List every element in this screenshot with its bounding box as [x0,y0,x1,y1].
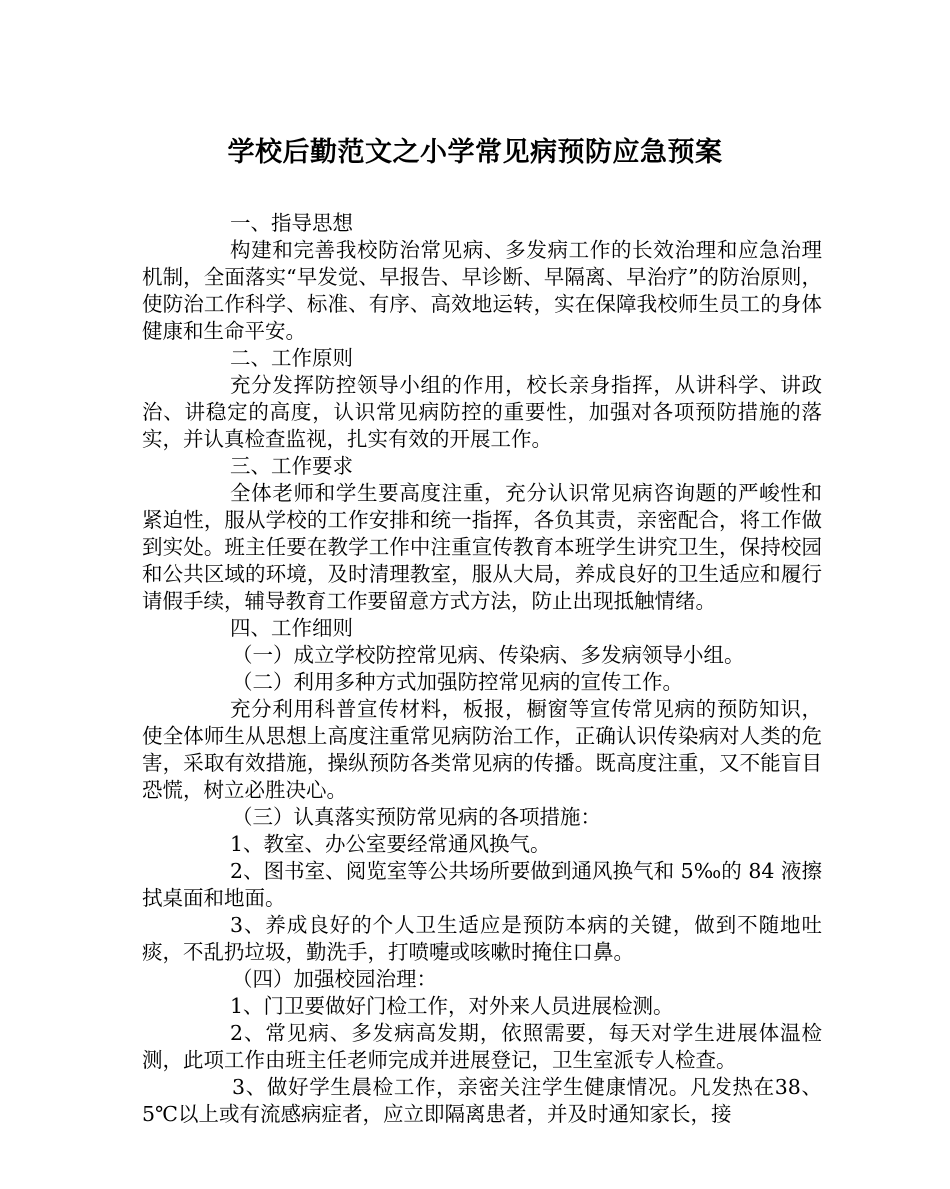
section-heading-work-details: 四、工作细则 [230,616,353,640]
section-heading-guiding-ideology: 一、指导思想 [230,211,353,235]
paragraph: 全体老师和学生要高度注重，充分认识常见病咨询题的严峻性和紧迫性，服从学校的工作安排和统一指挥，各负其责，亲密配合，将工作做到实处。班主任要在教学工作中注重宣传教育本班学生讲究卫生，保持校园和公共区域的环境，及时清理教室，服从大局，养成良好的卫生适应和履行请假手续，辅导教育工作要留意方式方法，防止出现抵触情绪。 [142,481,822,613]
list-item: 3、做好学生晨检工作，亲密关注学生健康情况。凡发热在38、5℃以上或有流感病症者，应立即隔离患者，并及时通知家长，接 [142,1075,822,1126]
paragraph: 充分发挥防控领导小组的作用，校长亲身指挥，从讲科学、讲政治、讲稳定的高度，认识常见病防控的重要性，加强对各项预防措施的落实，并认真检查监视，扎实有效的开展工作。 [142,373,822,451]
section-heading-working-principles: 二、工作原则 [230,346,353,370]
document-title: 学校后勤范文之小学常见病预防应急预案 [227,137,723,168]
list-item: 3、养成良好的个人卫生适应是预防本病的关键，做到不随地吐痰，不乱扔垃圾，勤洗手，打喷嚏或咳嗽时掩住口鼻。 [142,913,822,964]
subsection-heading: （四）加强校园治理： [232,967,437,991]
list-item: 1、教室、办公室要经常通风换气。 [230,832,551,856]
list-item: 2、图书室、阅览室等公共场所要做到通风换气和 5‰的 84 液擦拭桌面和地面。 [142,859,822,910]
paragraph: 充分利用科普宣传材料，板报，橱窗等宣传常见病的预防知识，使全体师生从思想上高度注重常见病防治工作，正确认识传染病对人类的危害，采取有效措施，操纵预防各类常见病的传播。既高度注重，又不能盲目恐慌，树立必胜决心。 [142,697,822,802]
section-heading-work-requirements: 三、工作要求 [230,454,353,478]
list-item: 1、门卫要做好门检工作，对外来人员进展检测。 [230,994,674,1018]
subsection-heading: （二）利用多种方式加强防控常见病的宣传工作。 [232,670,683,694]
paragraph: 构建和完善我校防治常见病、多发病工作的长效治理和应急治理机制，全面落实“早发觉、早报告、早诊断、早隔离、早治疗”的防治原则，使防治工作科学、标准、有序、高效地运转，实在保障我校师生员工的身体健康和生命平安。 [142,238,822,343]
subsection-heading: （一）成立学校防控常见病、传染病、多发病领导小组。 [232,643,745,667]
subsection-heading: （三）认真落实预防常见病的各项措施： [232,805,601,829]
list-item: 2、常见病、多发病高发期，依照需要，每天对学生进展体温检测，此项工作由班主任老师完成并进展登记，卫生室派专人检查。 [142,1021,822,1072]
document-body [142,210,822,1128]
